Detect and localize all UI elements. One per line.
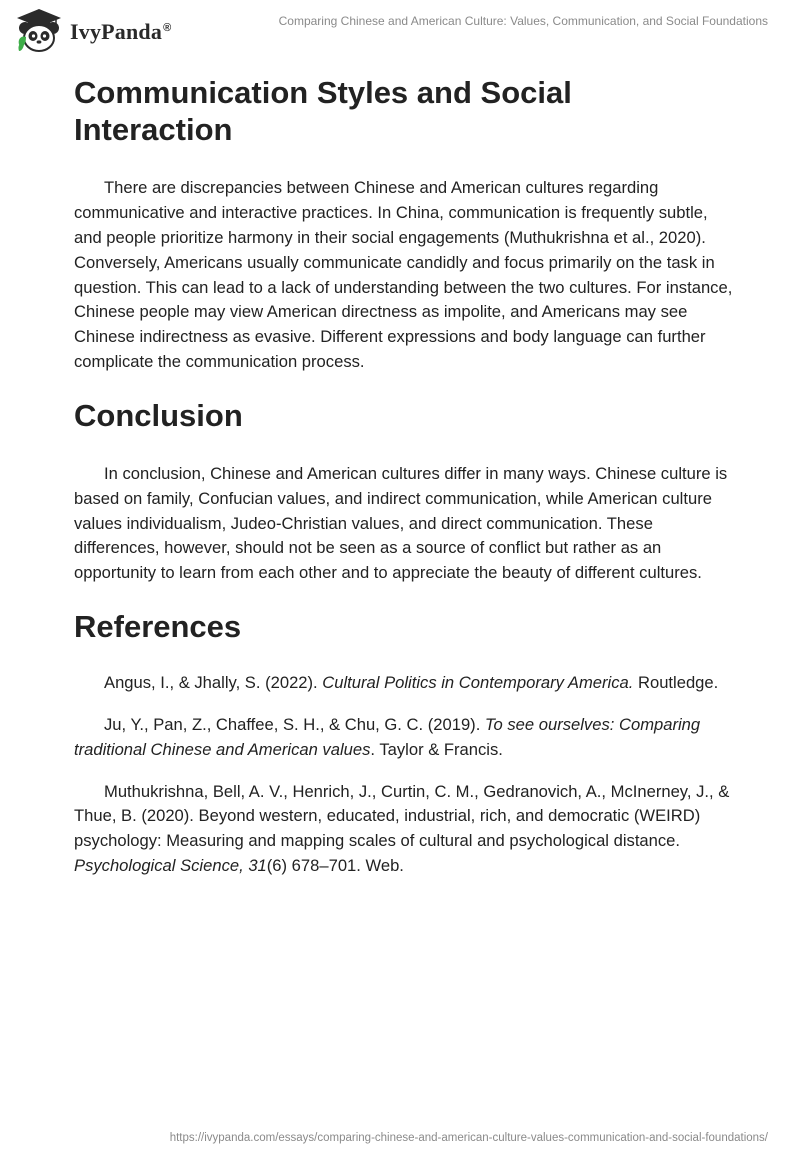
section-references xyxy=(74,608,734,879)
section-heading: References xyxy=(74,608,242,644)
reference-item: Muthukrishna, Bell, A. V., Henrich, J., Curtin, C. M., Gedranovich, A., McInerney, J., & Thue, B. (2020). Beyond western, educated, industrial, rich, and democratic (WEIRD) psychology: Measuring and mapping scales of cultural and psychological distance. Psychological Science, 31(6) 678–701. Web. xyxy=(74,781,730,875)
brand-name: IvyPanda® xyxy=(70,19,172,44)
section-conclusion xyxy=(74,397,734,586)
document-title: Comparing Chinese and American Culture: Values, Communication, and Social Foundations xyxy=(278,14,768,28)
section-heading: Communication Styles and Social Interaction xyxy=(74,75,572,148)
paragraph: There are discrepancies between Chinese and American cultures regarding communicative and interactive practices. In China, communication is frequently subtle, and people prioritize harmony in their social engagements (Muthukrishna et al., 2020). Conversely, Americans usually communicate candidly and focus primarily on the task in question. This can lead to a lack of understanding between the two cultures. For instance, Chinese people may view American directness as impolite, and Americans may see Chinese indirectness as evasive. Different expressions and body language can further complicate the communication process. xyxy=(74,178,733,371)
reference-title: Psychological Science, 31 xyxy=(74,855,267,875)
panda-graduate-icon xyxy=(14,7,64,57)
registered-mark: ® xyxy=(163,21,172,34)
reference-title: Cultural Politics in Contemporary America. xyxy=(322,673,634,693)
reference-item: Ju, Y., Pan, Z., Chaffee, S. H., & Chu, G. C. (2019). To see ourselves: Comparing traditional Chinese and American values. Taylor & Francis. xyxy=(74,714,701,759)
article-content xyxy=(74,70,734,879)
page-header xyxy=(0,0,800,60)
paragraph: In conclusion, Chinese and American cultures differ in many ways. Chinese culture is based on family, Confucian values, and indirect communication, while American culture values individualism, Judeo-Christian values, and direct communication. These differences, however, should not be seen as a source of conflict but rather as an opportunity to learn from each other and to appreciate the beauty of different cultures. xyxy=(74,463,728,583)
reference-item: Angus, I., & Jhally, S. (2022). Cultural Politics in Contemporary America. Routledge. xyxy=(104,673,719,693)
reference-title: To see ourselves: Comparing traditional Chinese and American values xyxy=(74,714,701,759)
source-url[interactable]: https://ivypanda.com/essays/comparing-chinese-and-american-culture-values-communication-and-social-foundations/ xyxy=(169,1132,768,1144)
section-heading: Conclusion xyxy=(74,397,243,433)
section-communication xyxy=(74,74,734,375)
reference-list xyxy=(74,671,734,879)
ivypanda-logo[interactable] xyxy=(14,6,171,58)
